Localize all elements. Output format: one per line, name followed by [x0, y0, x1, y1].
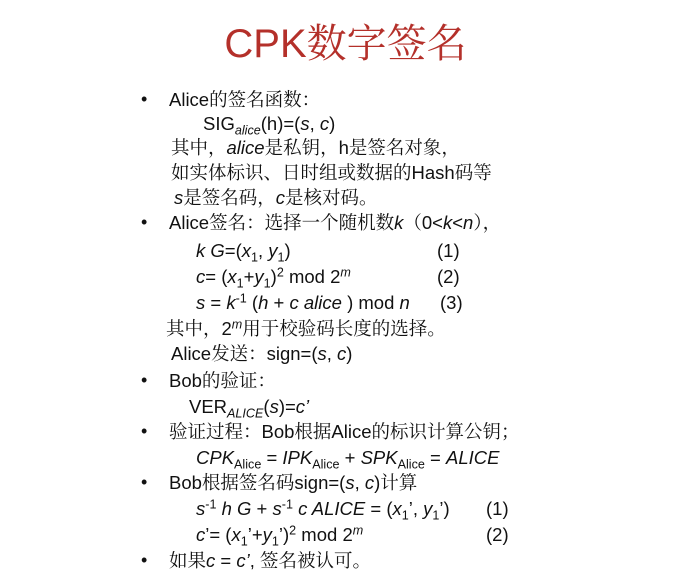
bullet-dot: • — [141, 370, 148, 390]
sig-formula: $SIG_{alice}(h)=(s$, c) — [203, 113, 336, 138]
bob-compute-eq1: $s^{-1}$ h $G + s^{-1}$ c ALICE = ($x_1$’, $y_1$’) — [196, 497, 450, 523]
bullet-dot: • — [141, 212, 148, 232]
alice-sig-heading: Alice的签名函数： — [169, 89, 321, 110]
conclusion-line: 如果c = c’, 签名被认可。 — [169, 550, 372, 571]
equation-number: (2) — [486, 524, 509, 545]
alice-sign-eq3: $s = k^{-1}$ (h + c alice ) mod n — [196, 291, 410, 313]
bullet-dot: • — [141, 421, 148, 441]
ver-formula: $VER_{ALICE}(s)=c$’ — [189, 396, 310, 421]
page-title: CPK数字签名 — [224, 22, 467, 66]
cpk-formula: $CPK_{Alice} = IPK_{Alice} + SPK_{Alice}$ = ALICE — [196, 447, 500, 472]
equation-number: (1) — [486, 498, 509, 519]
alice-sign-heading: Alice签名：选择一个随机数k（0<k<n）， — [169, 212, 502, 233]
bullet-dot: • — [141, 89, 148, 109]
alice-sig-line3: s是签名码，c是核对码。 — [174, 187, 378, 208]
bullet-dot: • — [141, 550, 148, 570]
equation-number: (1) — [437, 240, 460, 261]
alice-send: Alice发送：sign=(s, c) — [171, 343, 353, 364]
bob-verify-heading: Bob的验证： — [169, 370, 276, 391]
equation-number: (2) — [437, 266, 460, 287]
bob-compute-heading: Bob根据签名码sign=(s, c)计算 — [169, 472, 418, 493]
alice-sig-line2: 如实体标识、日时组或数据的Hash码等 — [171, 162, 492, 183]
bob-compute-eq2: c’= $(x_1’+y_1’)^2$ mod 2$^m$ — [196, 523, 364, 549]
alice-sign-note: 其中，2$^m$用于校验码长度的选择。 — [166, 317, 446, 339]
equation-number: (3) — [440, 292, 463, 313]
alice-sig-line1: 其中，alice是私钥，h是签名对象， — [171, 137, 460, 158]
alice-sign-eq2: $c= (x_1+y_1)^2$ mod 2$^m$ — [196, 265, 351, 291]
bullet-dot: • — [141, 472, 148, 492]
alice-sign-eq1: k $G=(x_1$, $y_1$) — [196, 240, 291, 265]
verify-process-heading: 验证过程：Bob根据Alice的标识计算公钥； — [169, 421, 520, 442]
